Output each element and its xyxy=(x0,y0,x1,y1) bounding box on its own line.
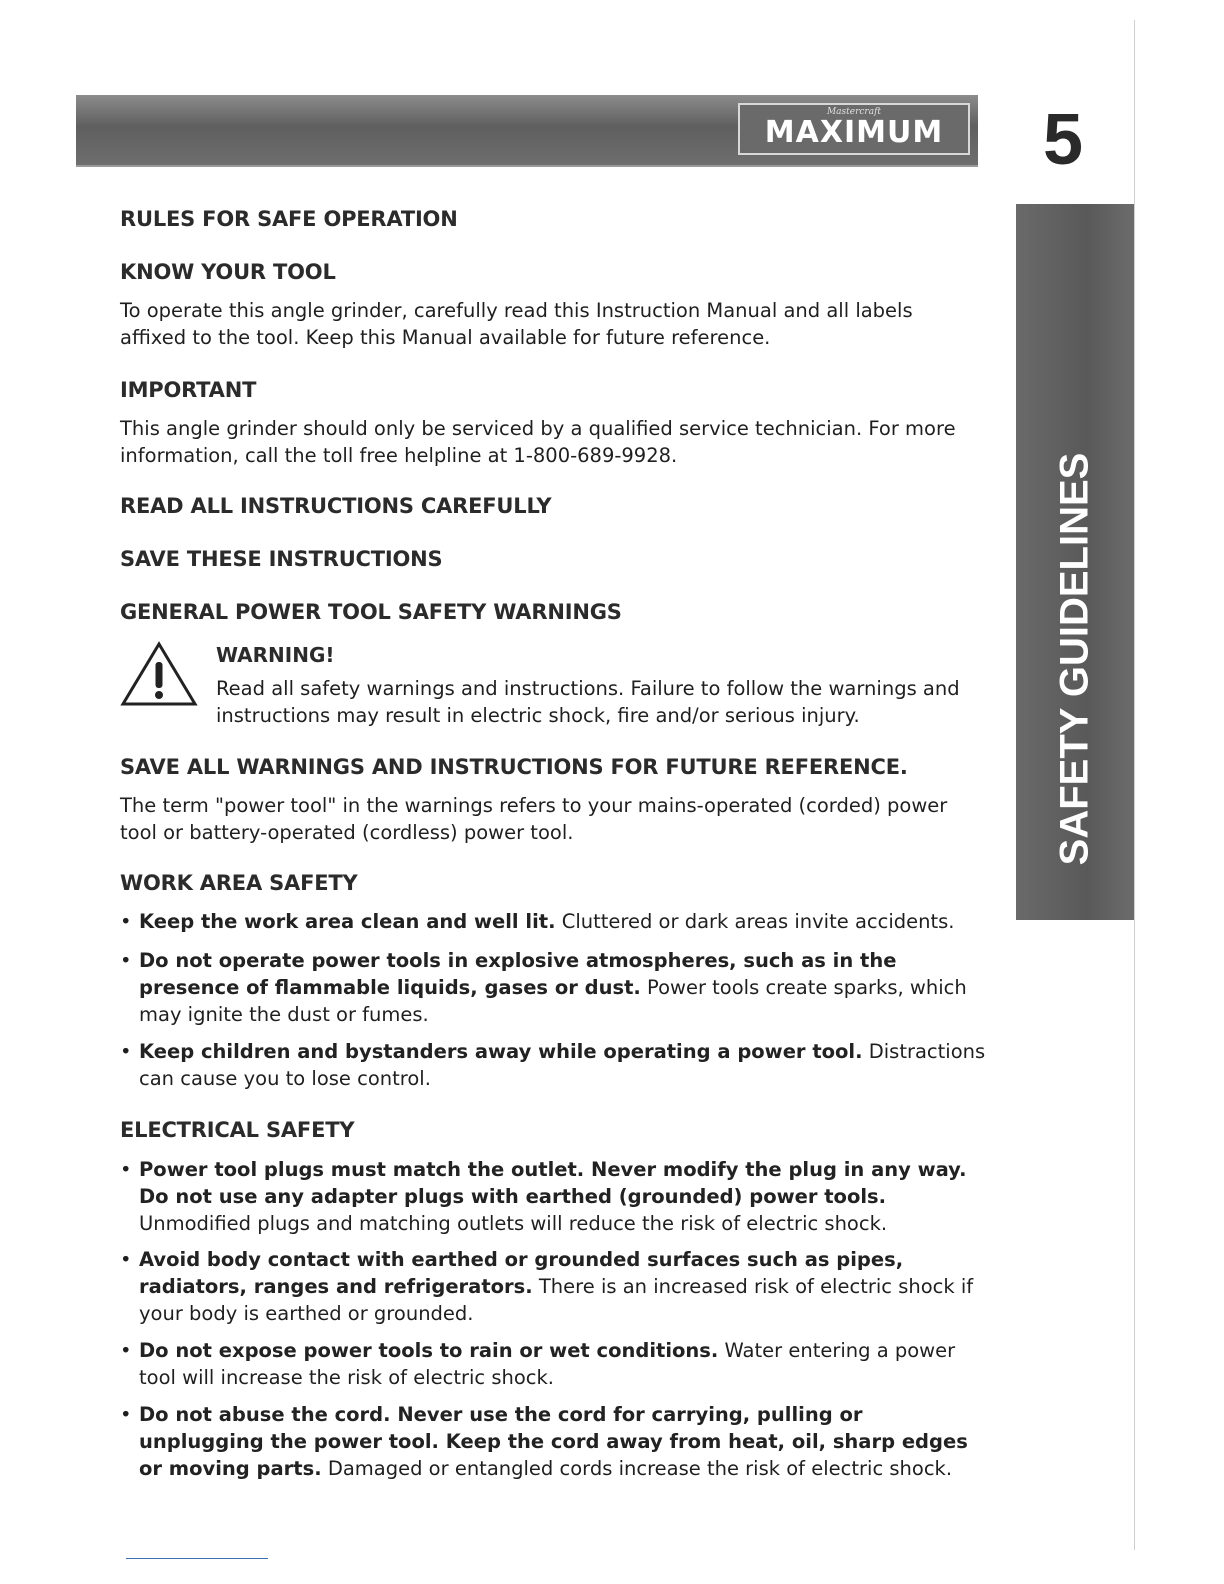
save-all-heading: SAVE ALL WARNINGS AND INSTRUCTIONS FOR FUTURE REFERENCE. xyxy=(120,755,908,779)
rules-heading: RULES FOR SAFE OPERATION xyxy=(120,207,458,231)
general-warnings-heading: GENERAL POWER TOOL SAFETY WARNINGS xyxy=(120,600,622,624)
list-item: • Keep the work area clean and well lit. Cluttered or dark areas invite accidents. xyxy=(120,908,989,935)
important-heading: IMPORTANT xyxy=(120,378,257,402)
list-item: • Do not abuse the cord. Never use the cord for carrying, pulling or unplugging the power tool. Keep the cord away from heat, oil, sharp edges or moving parts. Damaged or entangled cords increase the risk of electric shock. xyxy=(120,1401,989,1482)
list-item: • Power tool plugs must match the outlet. Never modify the plug in any way. Do not use any adapter plugs with earthed (grounded) power tools. Unmodified plugs and matching outlets will reduce the risk of electric shock. xyxy=(120,1156,989,1237)
header-bar xyxy=(76,95,978,167)
page-edge-line xyxy=(1134,20,1135,1550)
footer-rule xyxy=(126,1558,268,1559)
list-item: • Do not operate power tools in explosive atmospheres, such as in the presence of flammable liquids, gases or dust. Power tools create sparks, which may ignite the dust or fumes. xyxy=(120,947,989,1028)
section-side-tab xyxy=(1016,204,1134,920)
page-number: 5 xyxy=(1043,100,1084,180)
warning-triangle-icon xyxy=(120,640,198,708)
list-item: • Do not expose power tools to rain or wet conditions. Water entering a power tool will increase the risk of electric shock. xyxy=(120,1337,989,1391)
list-item: • Keep children and bystanders away while operating a power tool. Distractions can cause you to lose control. xyxy=(120,1038,989,1092)
list-item: • Avoid body contact with earthed or grounded surfaces such as pipes, radiators, ranges and refrigerators. There is an increased risk of electric shock if your body is earthed or grounded. xyxy=(120,1246,989,1327)
work-area-heading: WORK AREA SAFETY xyxy=(120,871,358,895)
electrical-heading: ELECTRICAL SAFETY xyxy=(120,1118,355,1142)
brand-small-text: Mastercraft xyxy=(826,107,882,117)
warning-text: Read all safety warnings and instructions. Failure to follow the warnings and instructions may result in electric shock, fire and/or serious injury. xyxy=(216,677,960,727)
brand-logo xyxy=(738,103,970,155)
important-paragraph: This angle grinder should only be serviced by a qualified service technician. For more information, call the toll free helpline at 1-800-689-9928. xyxy=(120,417,956,467)
know-tool-paragraph: To operate this angle grinder, carefully read this Instruction Manual and all labels affixed to the tool. Keep this Manual available for future reference. xyxy=(120,299,913,349)
know-tool-heading: KNOW YOUR TOOL xyxy=(120,260,336,284)
term-paragraph: The term "power tool" in the warnings refers to your mains-operated (corded) power tool or battery-operated (cordless) power tool. xyxy=(120,794,948,844)
side-tab-label: SAFETY GUIDELINES xyxy=(1052,452,1097,866)
brand-main-text: MAXIMUM xyxy=(764,115,944,150)
warning-title: WARNING! xyxy=(216,643,335,667)
read-all-heading: READ ALL INSTRUCTIONS CAREFULLY xyxy=(120,494,552,518)
save-these-heading: SAVE THESE INSTRUCTIONS xyxy=(120,547,443,571)
